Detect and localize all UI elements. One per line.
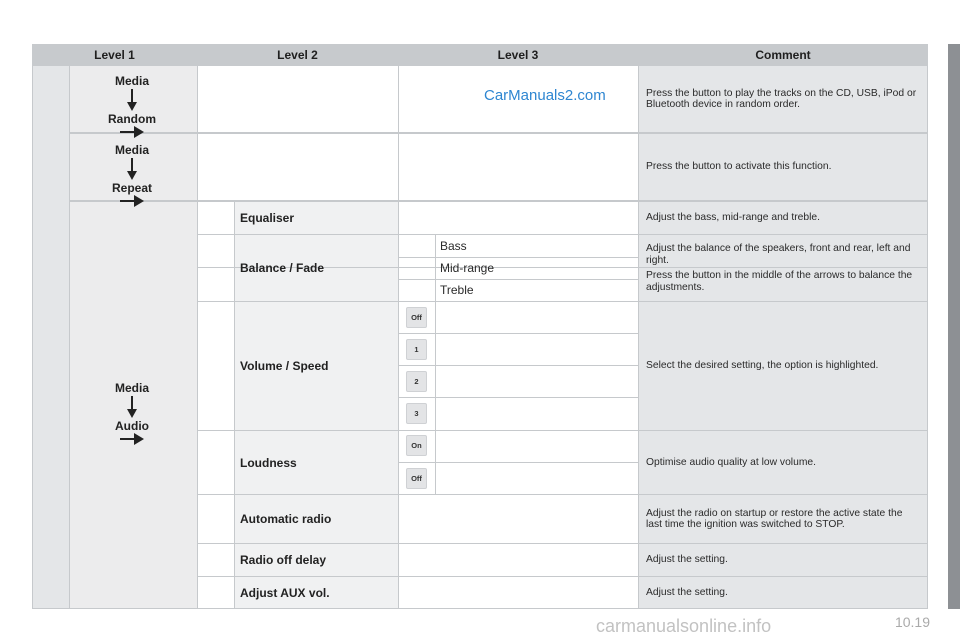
audio-spacer-column xyxy=(197,202,234,609)
comment-balance-text-2: Press the button in the middle of the arrows to balance the adjustments. xyxy=(646,270,913,293)
path-random-label: Random xyxy=(108,112,156,126)
comment-repeat-text: Press the button to activate this function. xyxy=(646,161,832,173)
header-level-3: Level 3 xyxy=(398,44,638,66)
row-repeat-level3 xyxy=(398,134,638,200)
path-audio-label: Audio xyxy=(115,419,149,433)
path-media-random xyxy=(92,74,172,138)
comment-automatic-radio-text: Adjust the radio on startup or restore the active state the last time the ignition was switched to STOP. xyxy=(646,507,903,530)
loudness-option-on-tile: On xyxy=(406,435,427,456)
watermark-carmanuals2: CarManuals2.com xyxy=(484,87,606,104)
option-mid-range: Mid-range xyxy=(440,261,495,275)
path-media-audio xyxy=(92,381,172,445)
path-media-label: Media xyxy=(114,381,149,395)
path-media-repeat xyxy=(92,143,172,207)
right-arrow-icon xyxy=(120,126,144,138)
comment-balance xyxy=(646,235,920,301)
level-1-icon-column xyxy=(32,66,69,609)
label-equaliser: Equaliser xyxy=(240,211,295,225)
right-arrow-icon xyxy=(120,433,144,445)
header-level-1: Level 1 xyxy=(32,44,197,66)
path-media-label: Media xyxy=(114,74,149,88)
comment-adjust-aux-vol xyxy=(646,577,920,608)
row-repeat-level2 xyxy=(197,134,398,200)
label-adjust-aux-vol: Adjust AUX vol. xyxy=(240,585,330,600)
scrollbar[interactable] xyxy=(948,44,960,609)
label-radio-off-delay: Radio off delay xyxy=(240,553,327,567)
label-volume-speed: Volume / Speed xyxy=(240,359,329,373)
comment-volume-text: Select the desired setting, the option is highlighted. xyxy=(646,360,879,372)
loudness-option-off-tile: Off xyxy=(406,468,427,489)
comment-repeat xyxy=(646,150,920,184)
comment-balance-text-1: Adjust the balance of the speakers, front and rear, left and right. xyxy=(646,243,911,266)
comment-equaliser xyxy=(646,202,920,234)
comment-loudness xyxy=(646,431,920,494)
path-media-label: Media xyxy=(114,143,149,157)
header-level-2: Level 2 xyxy=(197,44,398,66)
volume-option-off-tile: Off xyxy=(406,307,427,328)
comment-automatic-radio xyxy=(646,495,920,543)
row-random-level2 xyxy=(197,66,398,132)
comment-equaliser-text: Adjust the bass, mid-range and treble. xyxy=(646,212,821,224)
menu-table xyxy=(32,44,928,609)
option-treble: Treble xyxy=(440,283,474,297)
volume-option-2-tile: 2 xyxy=(406,371,427,392)
right-arrow-icon xyxy=(120,195,144,207)
label-balance-fade: Balance / Fade xyxy=(240,261,325,275)
volume-option-3-tile: 3 xyxy=(406,403,427,424)
comment-radio-off-delay-text: Adjust the setting. xyxy=(646,554,728,566)
label-automatic-radio: Automatic radio xyxy=(240,512,332,526)
down-arrow-icon xyxy=(127,158,137,180)
label-loudness: Loudness xyxy=(240,455,297,470)
comment-volume xyxy=(646,302,920,430)
comment-random xyxy=(646,82,920,116)
page-number: 10.19 xyxy=(894,614,930,630)
comment-loudness-text: Optimise audio quality at low volume. xyxy=(646,456,816,468)
comment-adjust-aux-vol-text: Adjust the setting. xyxy=(646,586,728,598)
option-bass: Bass xyxy=(440,239,467,253)
footer-watermark: carmanualsonline.info xyxy=(596,616,772,636)
comment-radio-off-delay xyxy=(646,544,920,576)
down-arrow-icon xyxy=(127,89,137,111)
comment-random-text: Press the button to play the tracks on the CD, USB, iPod or Bluetooth device in random order. xyxy=(646,87,917,110)
volume-option-1-tile: 1 xyxy=(406,339,427,360)
header-comment: Comment xyxy=(638,44,928,66)
path-repeat-label: Repeat xyxy=(111,181,152,195)
down-arrow-icon xyxy=(127,396,137,418)
